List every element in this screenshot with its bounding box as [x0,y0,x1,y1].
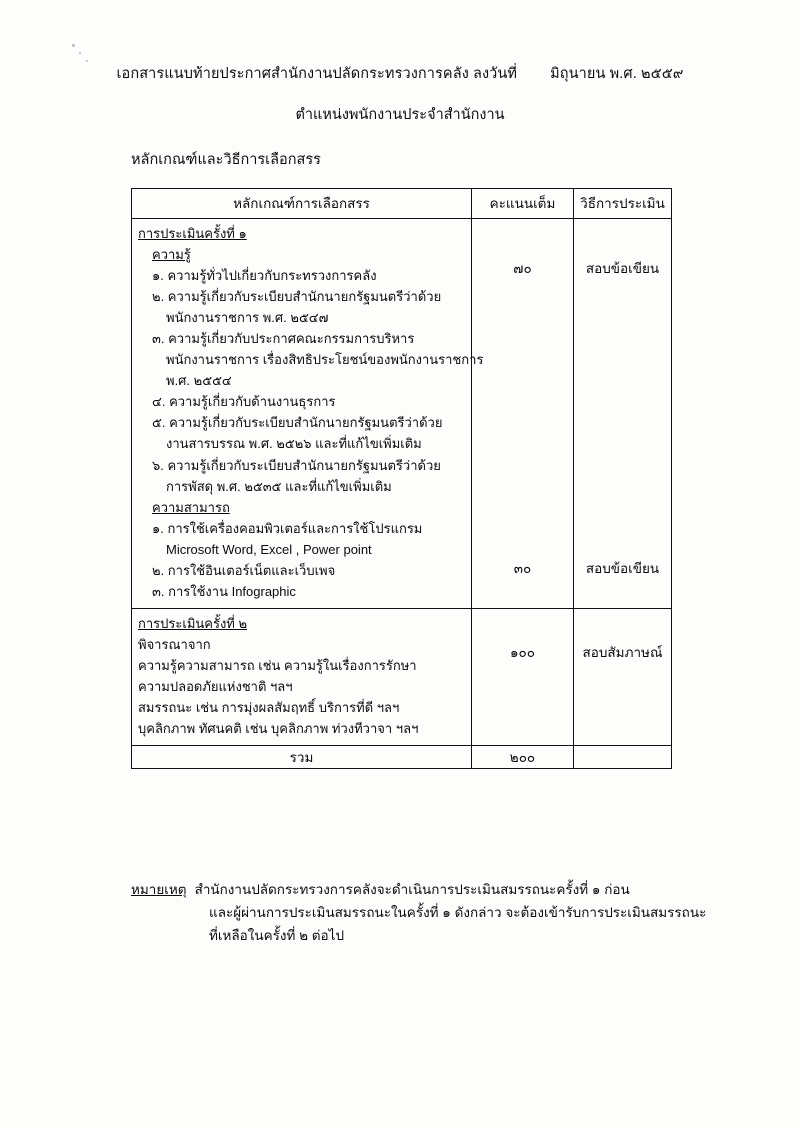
criteria-item: การพัสดุ พ.ศ. ๒๕๓๕ และที่แก้ไขเพิ่มเติม [166,478,392,494]
scan-speck [72,44,75,47]
criteria-item: ๕. ความรู้เกี่ยวกับระเบียบสำนักนายกรัฐมนตรีว่าด้วย [152,415,443,431]
total-label: รวม [132,746,472,769]
score-round-2: ๑๐๐ [509,644,536,660]
criteria-item: พ.ศ. ๒๕๕๔ [166,373,232,389]
criteria-item: ๔. ความรู้เกี่ยวกับด้านงานธุรการ [152,394,336,410]
method-round-2: สอบสัมภาษณ์ [582,644,663,660]
criteria-item: พนักงานราชการ พ.ศ. ๒๕๔๗ [166,310,329,326]
method-ability: สอบข้อเขียน [585,561,660,576]
note-line-1: สำนักงานปลัดกระทรวงการคลังจะดำเนินการประเมินสมรรถนะครั้งที่ ๑ ก่อน [194,882,630,897]
score-knowledge: ๗๐ [513,261,532,276]
total-score: ๒๐๐ [472,746,574,769]
note-line-3: ที่เหลือในครั้งที่ ๒ ต่อไป [209,928,345,944]
criteria-cell-round-1 [132,219,484,609]
criteria-item: ๒. การใช้อินเตอร์เน็ตและเว็บเพจ [152,562,336,578]
column-header-method: วิธีการประเมิน [574,189,672,219]
footer-note [131,878,711,948]
header-line-1: เอกสารแนบท้ายประกาศสำนักงานปลัดกระทรวงการคลัง ลงวันที่ มิถุนายน พ.ศ. ๒๕๕๙ [116,66,684,82]
selection-criteria-table [131,188,672,769]
criteria-item: สมรรถนะ เช่น การมุ่งผลสัมฤทธิ์ บริการที่ดี ฯลฯ [138,700,400,716]
criteria-item: ๑. ความรู้ทั่วไปเกี่ยวกับกระทรวงการคลัง [152,268,377,284]
criteria-item: ความรู้ความสามารถ เช่น ความรู้ในเรื่องการรักษา [138,657,417,673]
criteria-item: งานสารบรรณ พ.ศ. ๒๕๒๖ และที่แก้ไขเพิ่มเติม [166,436,422,452]
criteria-item: Microsoft Word, Excel , Power point [166,541,372,557]
table-total-row [132,746,672,769]
criteria-item: ๓. การใช้งาน Infographic [152,583,296,599]
method-knowledge: สอบข้อเขียน [585,261,660,276]
note-label: หมายเหตุ [131,882,187,897]
criteria-item: ๒. ความรู้เกี่ยวกับระเบียบสำนักนายกรัฐมนตรีว่าด้วย [152,289,442,305]
section-subtitle: หลักเกณฑ์และวิธีการเลือกสรร [131,152,321,168]
document-header [0,62,800,126]
criteria-item: ๖. ความรู้เกี่ยวกับระเบียบสำนักนายกรัฐมนตรีว่าด้วย [152,457,441,473]
criteria-item: ๑. การใช้เครื่องคอมพิวเตอร์และการใช้โปรแกรม [152,520,423,536]
column-header-score: คะแนนเต็ม [472,189,574,219]
total-method [574,746,672,769]
criteria-cell-round-2 [132,608,472,745]
score-cell-round-2 [472,608,574,745]
note-line-2: และผู้ผ่านการประเมินสมรรถนะในครั้งที่ ๑ ดังกล่าว จะต้องเข้ารับการประเมินสมรรถนะ [209,905,707,921]
criteria-item: บุคลิกภาพ ทัศนคติ เช่น บุคลิกภาพ ท่วงทีวาจา ฯลฯ [138,721,419,737]
section-title-round-1: การประเมินครั้งที่ ๑ [138,226,247,241]
table-row [132,608,672,745]
group-subtitle-knowledge: ความรู้ [152,247,191,263]
score-ability: ๓๐ [513,561,532,576]
section-title-round-2: การประเมินครั้งที่ ๒ [138,615,248,631]
note-first-line [131,878,711,901]
table-row [132,219,672,609]
criteria-item: พนักงานราชการ เรื่องสิทธิประโยชน์ของพนักงานราชการ [166,352,484,368]
score-cell-round-1 [472,219,574,609]
group-subtitle-ability: ความสามารถ [152,499,230,515]
scan-speck [79,52,81,54]
criteria-item: ความปลอดภัยแห่งชาติ ฯลฯ [138,678,293,694]
table-header-row [132,189,672,219]
column-header-criteria: หลักเกณฑ์การเลือกสรร [132,189,472,219]
method-cell-round-2 [574,608,672,745]
header-line-2: ตำแหน่งพนักงานประจำสำนักงาน [295,107,505,123]
method-cell-round-1 [574,219,672,609]
criteria-item: พิจารณาจาก [138,636,211,652]
criteria-item: ๓. ความรู้เกี่ยวกับประกาศคณะกรรมการบริหาร [152,331,415,347]
